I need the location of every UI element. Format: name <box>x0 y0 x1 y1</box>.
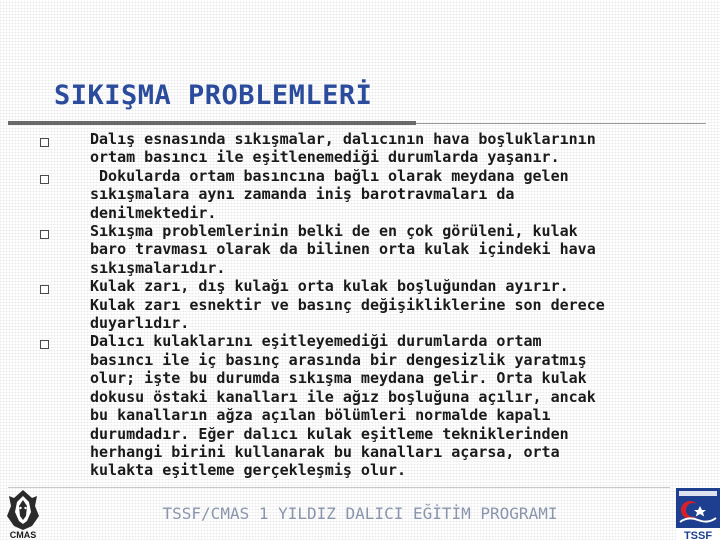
bullet-item <box>40 332 680 479</box>
cmas-logo <box>2 488 44 540</box>
square-bullet-icon <box>40 138 49 147</box>
tssf-logo <box>676 488 720 540</box>
bullet-text: Sıkışma problemlerinin belki de en çok görüleni, kulak baro travması olarak da bilinen orta kulak içindeki hava sıkışmalarıdır. <box>90 222 596 277</box>
bullet-list <box>40 130 680 480</box>
title-underline <box>8 121 416 125</box>
bullet-item <box>40 222 680 277</box>
bullet-text: Dokularda ortam basıncına bağlı olarak meydana gelen sıkışmalara aynı zamanda iniş barotravmaları da denilmektedir. <box>90 166 569 222</box>
title-underline-extension <box>416 123 706 124</box>
bullet-item <box>40 167 680 222</box>
bullet-text: Dalış esnasında sıkışmalar, dalıcının hava boşluklarının ortam basıncı ile eşitlenemediği durumlarda yaşanır. <box>90 130 596 167</box>
square-bullet-icon <box>40 230 49 239</box>
square-bullet-icon <box>40 285 49 294</box>
bullet-item <box>40 277 680 332</box>
square-bullet-icon <box>40 340 49 349</box>
square-bullet-icon <box>40 175 49 184</box>
bullet-text: Dalıcı kulaklarını eşitleyemediği durumlarda ortam basıncı ile iç basınç arasında bir dengesizlik yaratmış olur; işte bu durumda sıkışma meydana gelir. Orta kulak dokusu östaki kanalları ile ağız boşluğuna açılır, ancak bu kanalların ağza açılan bölümleri normalde kapalı durumdadır. Eğer dalıcı kulak eşitleme tekniklerinden herhangi birini kullanarak bu kanalları açarsa, orta kulakta eşitleme gerçekleşmiş olur. <box>90 332 596 480</box>
bullet-item <box>40 130 680 167</box>
tssf-logo-text: TSSF <box>683 530 713 540</box>
footer-text: TSSF/CMAS 1 YILDIZ DALICI EĞİTİM PROGRAMI <box>162 504 558 523</box>
footer-divider <box>8 487 670 488</box>
cmas-logo-text: CMAS <box>9 530 37 540</box>
slide-title: SIKIŞMA PROBLEMLERİ <box>54 80 373 111</box>
bullet-text: Kulak zarı, dış kulağı orta kulak boşluğundan ayırır. Kulak zarı esnektir ve basınç değişikliklerine son derece duyarlıdır. <box>90 277 605 333</box>
